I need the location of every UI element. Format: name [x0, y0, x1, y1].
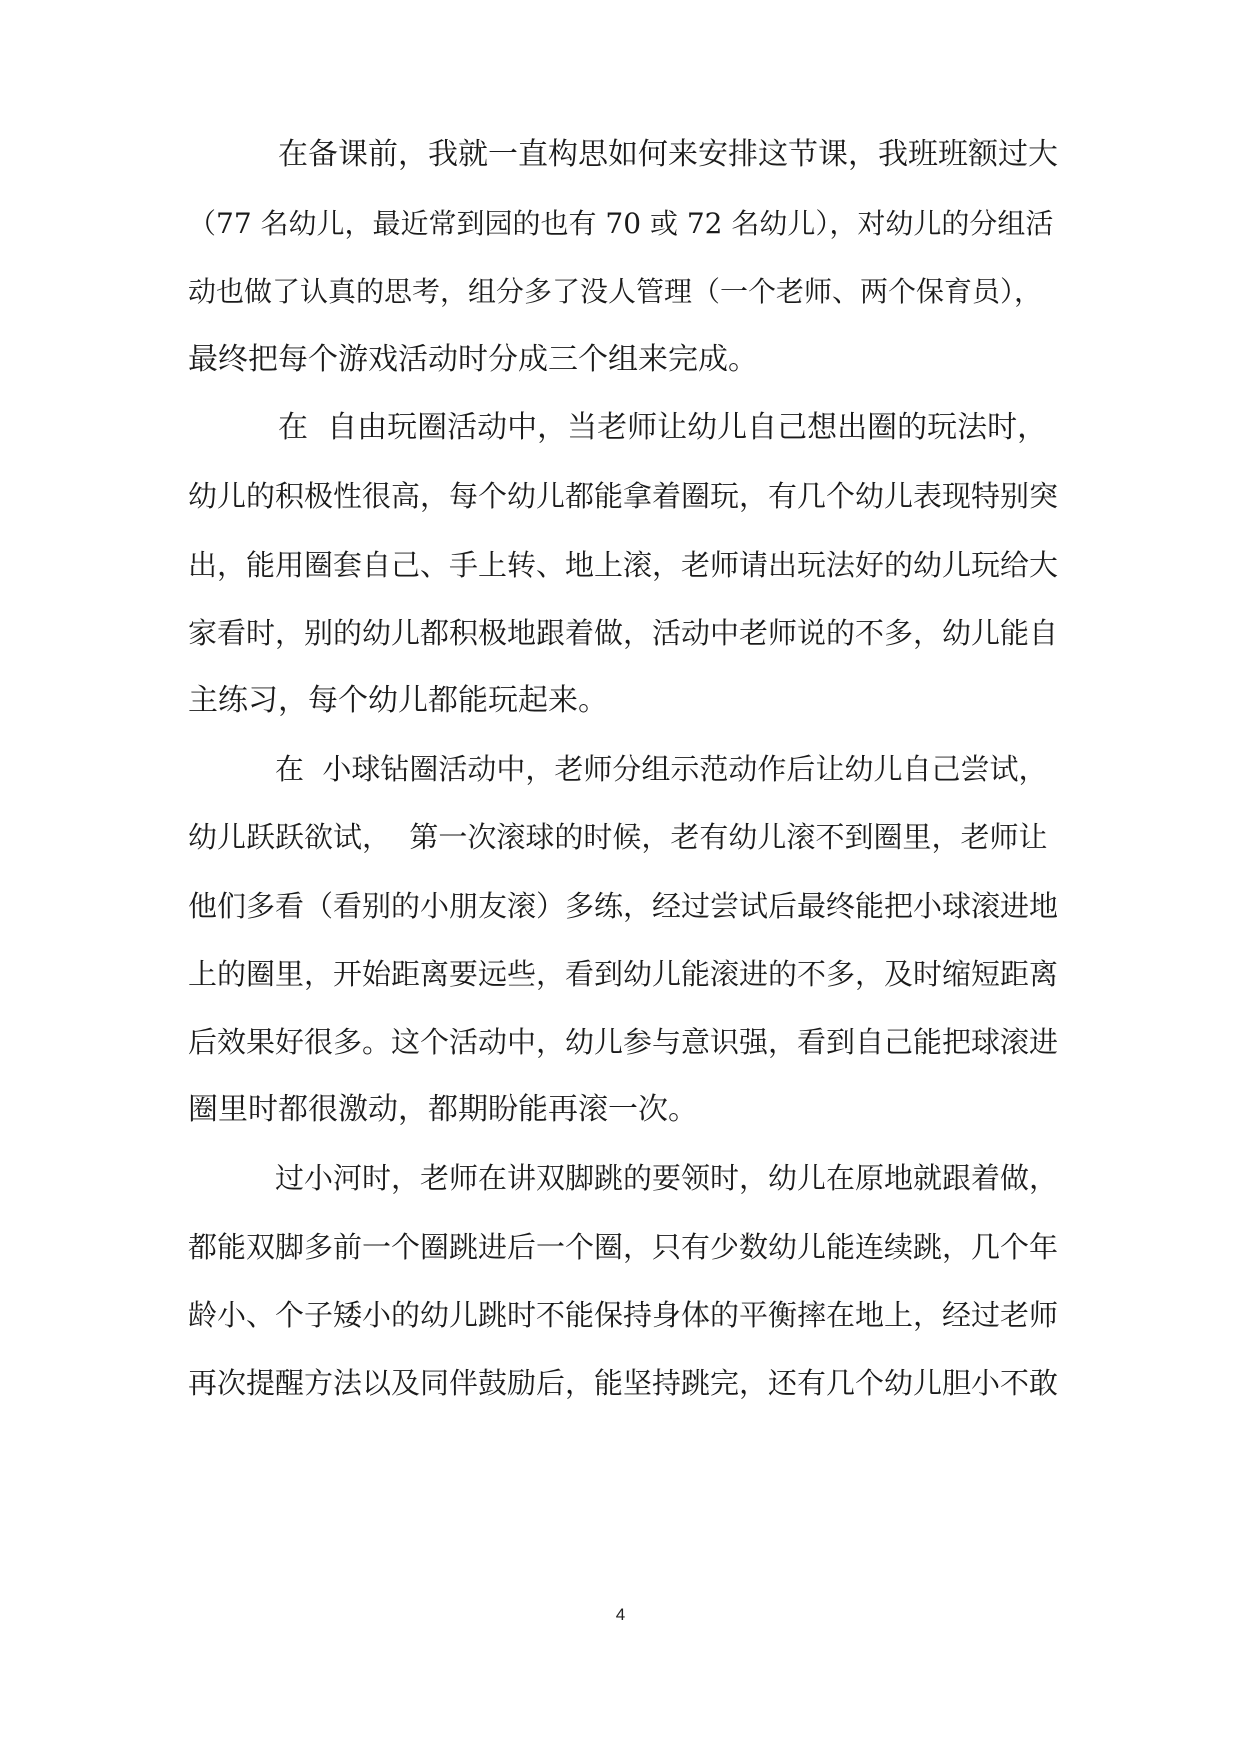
text-line: 动也做了认真的思考，组分多了没人管理（一个老师、两个保育员）， — [188, 275, 1043, 308]
text-line: 后效果好很多。这个活动中，幼儿参与意识强，看到自己能把球滚进 — [188, 1025, 1059, 1059]
text-line: 最终把每个游戏活动时分成三个组来完成。 — [188, 342, 758, 377]
text-line: 上的圈里，开始距离要远些，看到幼儿能滚进的不多，及时缩短距离 — [188, 957, 1059, 991]
text-line: 再次提醒方法以及同伴鼓励后，能坚持跳完，还有几个幼儿胆小不敢 — [188, 1366, 1059, 1400]
text-line: 圈里时都很激动，都期盼能再滚一次。 — [188, 1092, 698, 1127]
text-line: （77 名幼儿，最近常到园的也有 70 或 72 名幼儿），对幼儿的分组活 — [188, 207, 1054, 240]
text-line: 龄小、个子矮小的幼儿跳时不能保持身体的平衡摔在地上，经过老师 — [188, 1298, 1059, 1332]
text-line: 主练习，每个幼儿都能玩起来。 — [188, 683, 608, 718]
text-line: 在 自由玩圈活动中，当老师让幼儿自己想出圈的玩法时， — [188, 410, 1048, 445]
text-line: 家看时，别的幼儿都积极地跟着做，活动中老师说的不多，幼儿能自 — [188, 616, 1059, 650]
text-line: 幼儿的积极性很高，每个幼儿都能拿着圈玩，有几个幼儿表现特别突 — [188, 479, 1059, 513]
text-line: 幼儿跃跃欲试， 第一次滚球的时候，老有幼儿滚不到圈里，老师让 — [188, 820, 1048, 854]
text-line: 他们多看（看别的小朋友滚）多练，经过尝试后最终能把小球滚进地 — [188, 889, 1059, 923]
text-line: 都能双脚多前一个圈跳进后一个圈，只有少数幼儿能连续跳，几个年 — [188, 1230, 1059, 1264]
text-line: 在 小球钻圈活动中，老师分组示范动作后让幼儿自己尝试， — [188, 752, 1048, 786]
page-number: 4 — [615, 1605, 626, 1624]
text-line: 过小河时，老师在讲双脚跳的要领时，幼儿在原地就跟着做， — [188, 1161, 1059, 1195]
text-line: 在备课前，我就一直构思如何来安排这节课，我班班额过大 — [188, 137, 1058, 172]
text-line: 出，能用圈套自己、手上转、地上滚，老师请出玩法好的幼儿玩给大 — [188, 548, 1059, 582]
